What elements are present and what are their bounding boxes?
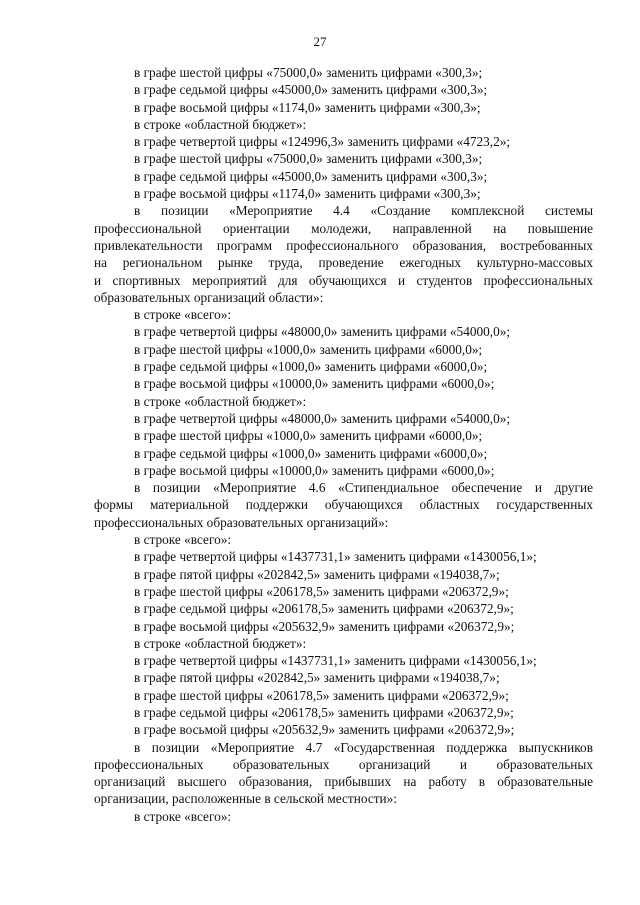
text-line: в графе седьмой цифры «206178,5» заменить цифрами «206372,9»; [134, 704, 514, 720]
text-line: в графе восьмой цифры «1174,0» заменить цифрами «300,3»; [134, 186, 481, 202]
text-line: в графе шестой цифры «1000,0» заменить цифрами «6000,0»; [134, 341, 483, 357]
text-line: в строке «всего»: [134, 307, 232, 323]
text-line: в графе четвертой цифры «124996,3» заменить цифрами «4723,2»; [134, 134, 511, 150]
text-line: профессиональных образовательных организаций и образовательных [94, 756, 593, 772]
document-body [94, 64, 593, 825]
page-number: 27 [313, 34, 327, 49]
text-line: в строке «областной бюджет»: [134, 393, 307, 409]
text-line: в графе восьмой цифры «10000,0» заменить цифрами «6000,0»; [134, 376, 495, 392]
text-line: в графе четвертой цифры «1437731,1» заменить цифрами «1430056,1»; [134, 653, 537, 669]
text-line: в позиции «Мероприятие 4.6 «Стипендиальное обеспечение и другие [134, 480, 593, 496]
text-line: в графе восьмой цифры «10000,0» заменить цифрами «6000,0»; [134, 462, 495, 478]
text-line: в графе восьмой цифры «205632,9» заменить цифрами «206372,9»; [134, 722, 515, 738]
text-line: в графе седьмой цифры «45000,0» заменить цифрами «300,3»; [134, 82, 488, 98]
text-line: в графе восьмой цифры «205632,9» заменить цифрами «206372,9»; [134, 618, 515, 634]
text-line: в графе седьмой цифры «1000,0» заменить цифрами «6000,0»; [134, 359, 488, 375]
text-line: в графе седьмой цифры «206178,5» заменить цифрами «206372,9»; [134, 601, 514, 617]
text-line: в графе седьмой цифры «45000,0» заменить цифрами «300,3»; [134, 168, 488, 184]
text-line: в графе пятой цифры «202842,5» заменить цифрами «194038,7»; [134, 566, 500, 582]
text-line: в позиции «Мероприятие 4.7 «Государственная поддержка выпускников [134, 739, 593, 755]
text-line: в строке «всего»: [134, 808, 232, 824]
text-line: и спортивных мероприятий для обучающихся и студентов профессиональных [94, 272, 593, 288]
text-line: в графе шестой цифры «75000,0» заменить цифрами «300,3»; [134, 65, 483, 80]
text-line: образовательных организаций области»: [94, 289, 324, 305]
text-line: профессиональных образовательных организаций»: [94, 514, 389, 530]
text-line: в графе четвертой цифры «48000,0» заменить цифрами «54000,0»; [134, 324, 511, 340]
text-line: в графе шестой цифры «206178,5» заменить цифрами «206372,9»; [134, 583, 509, 599]
text-line: привлекательности программ профессионального образования, востребованных [94, 237, 593, 253]
text-line: в строке «областной бюджет»: [134, 116, 307, 132]
text-line: в графе шестой цифры «206178,5» заменить цифрами «206372,9»; [134, 687, 509, 703]
text-line: в графе седьмой цифры «1000,0» заменить цифрами «6000,0»; [134, 445, 488, 461]
text-line: в строке «областной бюджет»: [134, 635, 307, 651]
text-line: организации, расположенные в сельской местности»: [94, 791, 398, 807]
text-line: в графе четвертой цифры «1437731,1» заменить цифрами «1430056,1»; [134, 549, 537, 565]
text-line: формы материальной поддержки обучающихся областных государственных [94, 497, 593, 513]
text-line: в графе шестой цифры «75000,0» заменить цифрами «300,3»; [134, 151, 483, 167]
text-line: на региональном рынке труда, проведение ежегодных культурно-массовых [94, 255, 593, 271]
text-line: в графе шестой цифры «1000,0» заменить цифрами «6000,0»; [134, 428, 483, 444]
text-line: в графе четвертой цифры «48000,0» заменить цифрами «54000,0»; [134, 410, 511, 426]
text-line: в графе пятой цифры «202842,5» заменить цифрами «194038,7»; [134, 670, 500, 686]
text-line: в графе восьмой цифры «1174,0» заменить цифрами «300,3»; [134, 99, 481, 115]
text-line: в позиции «Мероприятие 4.4 «Создание комплексной системы [134, 203, 593, 219]
text-line: в строке «всего»: [134, 532, 232, 548]
text-line: организаций высшего образования, прибывших на работу в образовательные [94, 774, 593, 790]
text-line: профессиональной ориентации молодежи, направленной на повышение [94, 220, 593, 236]
